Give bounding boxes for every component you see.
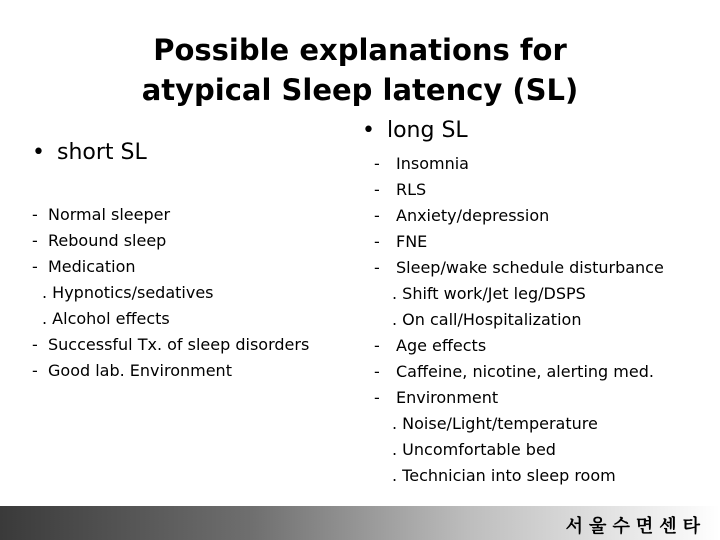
slide-title [0, 30, 720, 110]
list-item: - Rebound sleep [32, 231, 167, 250]
list-item: - Successful Tx. of sleep disorders [32, 335, 310, 354]
list-item: - Good lab. Environment [32, 361, 232, 380]
short-sl-heading-text: short SL [56, 140, 147, 165]
short-sl-list [32, 202, 309, 384]
list-item: - Normal sleeper [32, 205, 171, 224]
list-item: - RLS [374, 180, 427, 199]
list-item: - Anxiety/depression [374, 206, 550, 225]
long-sl-list [374, 151, 664, 489]
list-subitem: . Uncomfortable bed [392, 440, 556, 459]
list-subitem: . Technician into sleep room [392, 466, 616, 485]
list-item: - Insomnia [374, 154, 469, 173]
list-subitem: . Alcohol effects [42, 309, 170, 328]
list-item: - Caffeine, nicotine, alerting med. [374, 362, 654, 381]
list-subitem: . Shift work/Jet leg/DSPS [392, 284, 586, 303]
footer-organization-label: 서울수면센타 [565, 516, 706, 537]
list-item: - Environment [374, 388, 499, 407]
list-item: - Age effects [374, 336, 487, 355]
list-subitem: . Noise/Light/temperature [392, 414, 598, 433]
long-sl-heading [362, 118, 468, 143]
long-sl-heading-text: long SL [386, 118, 468, 143]
list-item: - Medication [32, 257, 136, 276]
list-item: - Sleep/wake schedule disturbance [374, 258, 664, 277]
bullet-icon: • [362, 118, 375, 143]
short-sl-heading [32, 140, 147, 165]
slide-title-line-1: Possible explanations for [153, 33, 567, 67]
list-subitem: . On call/Hospitalization [392, 310, 582, 329]
slide-title-line-2: atypical Sleep latency (SL) [141, 73, 579, 107]
list-item: - FNE [374, 232, 428, 251]
bullet-icon: • [32, 140, 45, 165]
list-subitem: . Hypnotics/sedatives [42, 283, 214, 302]
